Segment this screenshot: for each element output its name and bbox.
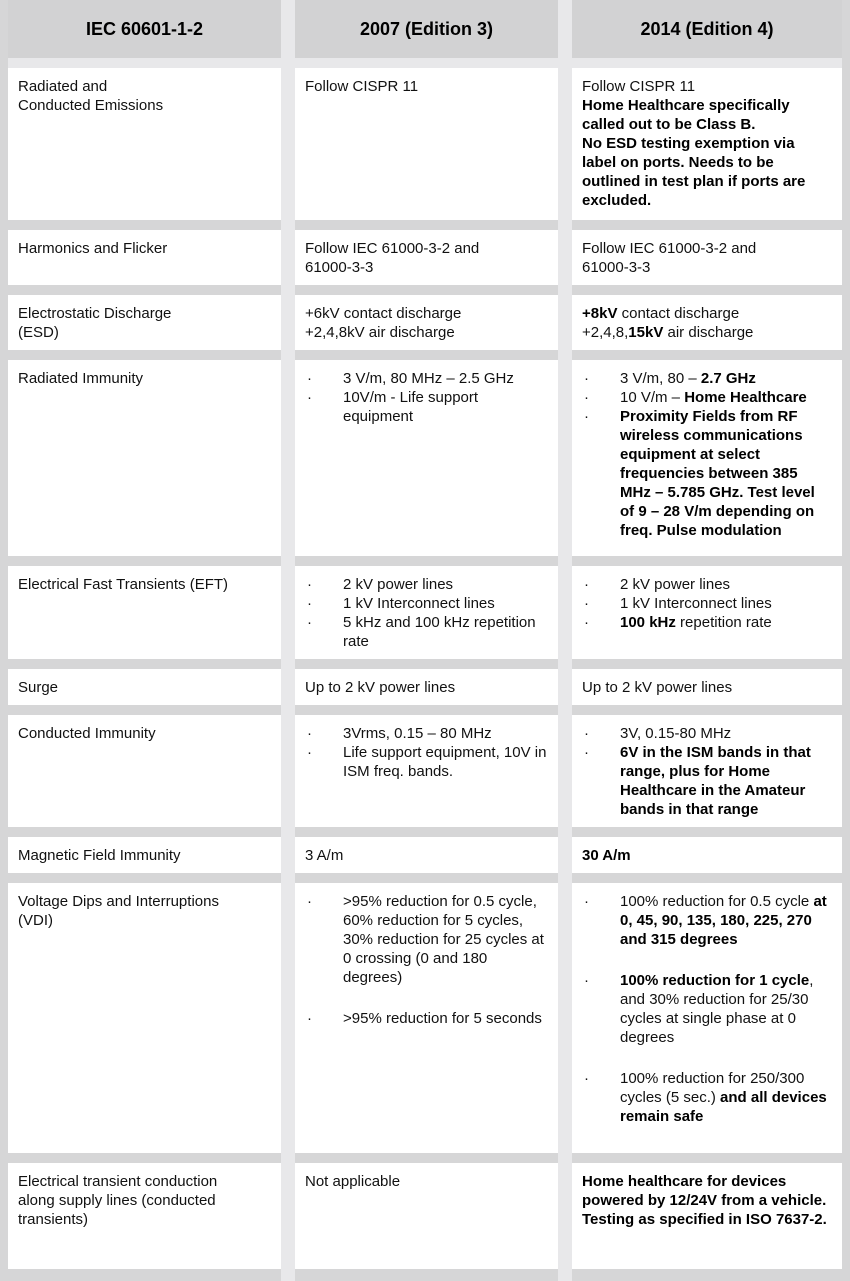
row-label-line: Voltage Dips and Interruptions	[18, 893, 219, 910]
row-label-cell	[8, 566, 281, 659]
list-item	[582, 724, 832, 743]
bullet-icon: ·	[584, 725, 589, 742]
list-item	[582, 1069, 832, 1126]
text: Life support equipment, 10V in ISM freq. bands.	[343, 744, 551, 780]
bold-text: Home Healthcare specifically called out to be Class B. No ESD testing exemption via label on ports. Needs to be outlined in test plan if ports are excluded.	[582, 97, 806, 209]
bullet-list	[582, 724, 832, 819]
edition3-cell	[295, 1163, 558, 1269]
list-item-text	[343, 369, 548, 388]
list-item-text	[343, 613, 548, 651]
bold-text: Home healthcare for devices powered by 12/24V from a vehicle. Testing as specified in ISO 7637-2.	[582, 1173, 827, 1228]
list-item-text	[620, 971, 832, 1047]
list-item	[305, 388, 548, 426]
list-item	[305, 613, 548, 651]
row-label-line: Harmonics and Flicker	[18, 240, 168, 257]
bullet-icon: ·	[307, 744, 312, 761]
text: 100% reduction for 0.5 cycle	[620, 893, 814, 910]
list-item	[582, 892, 832, 949]
paragraph	[582, 304, 832, 342]
row-label-line: Conducted Immunity	[18, 725, 156, 742]
edition3-cell	[295, 837, 558, 873]
row-label-line: Radiated and	[18, 78, 108, 95]
row-label-cell	[8, 1163, 281, 1269]
bold-text: 30 A/m	[582, 847, 631, 864]
list-item	[305, 743, 551, 781]
list-item-text	[343, 724, 548, 743]
row-label-line: Conducted Emissions	[18, 97, 164, 114]
text: repetition rate	[675, 614, 772, 631]
text: air discharge	[663, 324, 754, 341]
list-item-text	[620, 1069, 832, 1126]
list-item	[582, 594, 832, 613]
bullet-icon: ·	[584, 893, 589, 910]
list-item	[305, 724, 548, 743]
paragraph	[305, 239, 548, 277]
edition4-cell	[572, 669, 842, 705]
row-label-cell	[8, 360, 281, 556]
edition4-cell	[572, 715, 842, 827]
list-item	[305, 892, 548, 987]
row-label-line: Radiated Immunity	[18, 370, 144, 387]
list-item	[582, 743, 832, 819]
row-label-line: Electrical Fast Transients (EFT)	[18, 576, 229, 593]
text: 3Vrms, 0.15 – 80 MHz	[343, 725, 492, 742]
bullet-icon: ·	[307, 595, 312, 612]
list-item	[305, 369, 548, 388]
paragraph	[582, 678, 832, 697]
text: 2 kV power lines	[343, 576, 454, 593]
bullet-icon: ·	[307, 614, 312, 631]
text: contact discharge +2,4,8,	[582, 305, 740, 341]
edition3-cell	[295, 230, 558, 285]
edition3-cell	[295, 68, 558, 220]
bullet-list	[582, 369, 832, 540]
list-item-text	[343, 594, 548, 613]
paragraph	[582, 846, 832, 865]
edition3-cell	[295, 295, 558, 350]
bold-text: 6V in the ISM bands in that range, plus for Home Healthcare in the Amateur bands in that range	[620, 744, 816, 818]
text: >95% reduction for 0.5 cycle, 60% reduction for 5 cycles, 30% reduction for 25 cycles at 0 crossing (0 and 180 degrees)	[343, 893, 549, 986]
text: 3 V/m, 80 MHz – 2.5 GHz	[343, 370, 514, 387]
row-label-cell	[8, 295, 281, 350]
edition4-cell	[572, 295, 842, 350]
header-edition-3: 2007 (Edition 3)	[295, 0, 558, 58]
text: 3 A/m	[305, 847, 344, 864]
row-label-line: Magnetic Field Immunity	[18, 847, 181, 864]
edition4-cell	[572, 1163, 842, 1269]
text: Follow CISPR 11	[305, 78, 419, 95]
bullet-icon: ·	[307, 1010, 312, 1027]
edition4-cell	[572, 883, 842, 1153]
bullet-list	[582, 575, 832, 632]
text: 1 kV Interconnect lines	[343, 595, 495, 612]
row-label-cell	[8, 68, 281, 220]
row-label-line: transients)	[18, 1211, 89, 1228]
text: 3 V/m, 80 –	[620, 370, 701, 387]
bold-text: +8kV	[582, 305, 618, 322]
text: Follow IEC 61000-3-2 and 61000-3-3	[305, 240, 480, 276]
bold-text: 100 kHz	[620, 614, 676, 631]
paragraph	[305, 1172, 548, 1191]
bullet-icon: ·	[584, 408, 589, 425]
list-item-text	[343, 1009, 548, 1028]
list-item-text	[620, 388, 832, 407]
edition4-cell	[572, 360, 842, 556]
text: >95% reduction for 5 seconds	[343, 1010, 542, 1027]
text: 10V/m - Life support equipment	[343, 389, 483, 425]
bullet-icon: ·	[584, 1070, 589, 1087]
row-label-cell	[8, 230, 281, 285]
list-item-text	[620, 743, 832, 819]
list-item-text	[343, 575, 548, 594]
paragraph	[582, 77, 832, 210]
row-label-line: Electrical transient conduction	[18, 1173, 218, 1190]
bold-text: 2.7 GHz	[700, 370, 756, 387]
text: 5 kHz and 100 kHz repetition rate	[343, 614, 540, 650]
list-item-text	[343, 892, 548, 987]
row-label-line: (ESD)	[18, 324, 59, 341]
bold-text: 100% reduction for 1 cycle	[620, 972, 810, 989]
text: +6kV contact discharge +2,4,8kV air discharge	[305, 305, 462, 341]
paragraph	[305, 304, 548, 342]
bold-text: at 0, 45, 90, 135, 180, 225, 270 and 315 degrees	[620, 893, 831, 948]
paragraph	[582, 239, 832, 277]
row-label-cell	[8, 883, 281, 1153]
bullet-list	[305, 724, 551, 781]
header-edition-4: 2014 (Edition 4)	[572, 0, 842, 58]
list-item	[582, 369, 832, 388]
bullet-icon: ·	[584, 595, 589, 612]
row-label-cell	[8, 837, 281, 873]
row-label-line: (VDI)	[18, 912, 53, 929]
list-item	[582, 613, 832, 632]
bullet-icon: ·	[307, 893, 312, 910]
bullet-icon: ·	[584, 744, 589, 761]
paragraph	[305, 678, 548, 697]
list-item	[582, 971, 832, 1047]
row-label-line: along supply lines (conducted	[18, 1192, 216, 1209]
text: Follow CISPR 11	[582, 78, 696, 95]
edition3-cell	[295, 669, 558, 705]
bold-text: and all devices remain safe	[620, 1089, 831, 1125]
paragraph	[305, 846, 548, 865]
row-label-line: Electrostatic Discharge	[18, 305, 172, 322]
list-item	[582, 388, 832, 407]
header-standard: IEC 60601-1-2	[8, 0, 281, 58]
bullet-icon: ·	[584, 972, 589, 989]
text: Up to 2 kV power lines	[305, 679, 456, 696]
text: 3V, 0.15-80 MHz	[620, 725, 732, 742]
text: Follow IEC 61000-3-2 and 61000-3-3	[582, 240, 757, 276]
edition3-cell	[295, 360, 558, 556]
paragraph	[582, 1172, 832, 1229]
text: , and 30% reduction for 25/30 cycles at single phase at 0 degrees	[620, 972, 818, 1046]
text: 2 kV power lines	[620, 576, 731, 593]
edition3-cell	[295, 566, 558, 659]
text: 1 kV Interconnect lines	[620, 595, 772, 612]
bullet-icon: ·	[307, 725, 312, 742]
bullet-icon: ·	[584, 614, 589, 631]
row-label-cell	[8, 715, 281, 827]
edition4-cell	[572, 566, 842, 659]
list-item	[305, 1009, 548, 1028]
bullet-list	[305, 575, 548, 651]
list-item-text	[620, 369, 832, 388]
text: 100% reduction for 250/300 cycles (5 sec.)	[620, 1070, 809, 1106]
row-label-line: Surge	[18, 679, 59, 696]
edition3-cell	[295, 715, 558, 827]
list-item-text	[620, 613, 832, 632]
list-item-text	[343, 388, 548, 426]
bullet-icon: ·	[584, 370, 589, 387]
table-grid	[8, 0, 842, 1269]
row-label-cell	[8, 669, 281, 705]
text: Up to 2 kV power lines	[582, 679, 733, 696]
bold-text: 15kV	[628, 324, 664, 341]
bullet-list	[305, 892, 548, 1028]
list-item	[305, 594, 548, 613]
bullet-icon: ·	[584, 389, 589, 406]
bullet-icon: ·	[307, 576, 312, 593]
bullet-list	[582, 892, 832, 1126]
list-item-text	[620, 594, 832, 613]
text: 10 V/m –	[620, 389, 685, 406]
edition4-cell	[572, 68, 842, 220]
bullet-icon: ·	[307, 370, 312, 387]
edition4-cell	[572, 230, 842, 285]
list-item-text	[620, 407, 832, 540]
bold-text: Home Healthcare	[684, 389, 807, 406]
list-item-text	[620, 892, 832, 949]
bold-text: Proximity Fields from RF wireless communications equipment at select frequencies between 385 MHz – 5.785 GHz. Test level of 9 – 28 V/m depending on freq. Pulse modulation	[620, 408, 819, 539]
list-item	[582, 407, 832, 540]
paragraph	[305, 77, 548, 96]
list-item-text	[343, 743, 551, 781]
text: Not applicable	[305, 1173, 401, 1190]
bullet-icon: ·	[584, 576, 589, 593]
bullet-list	[305, 369, 548, 426]
list-item-text	[620, 575, 832, 594]
edition4-cell	[572, 837, 842, 873]
bullet-icon: ·	[307, 389, 312, 406]
edition3-cell	[295, 883, 558, 1153]
list-item-text	[620, 724, 832, 743]
list-item	[305, 575, 548, 594]
list-item	[582, 575, 832, 594]
